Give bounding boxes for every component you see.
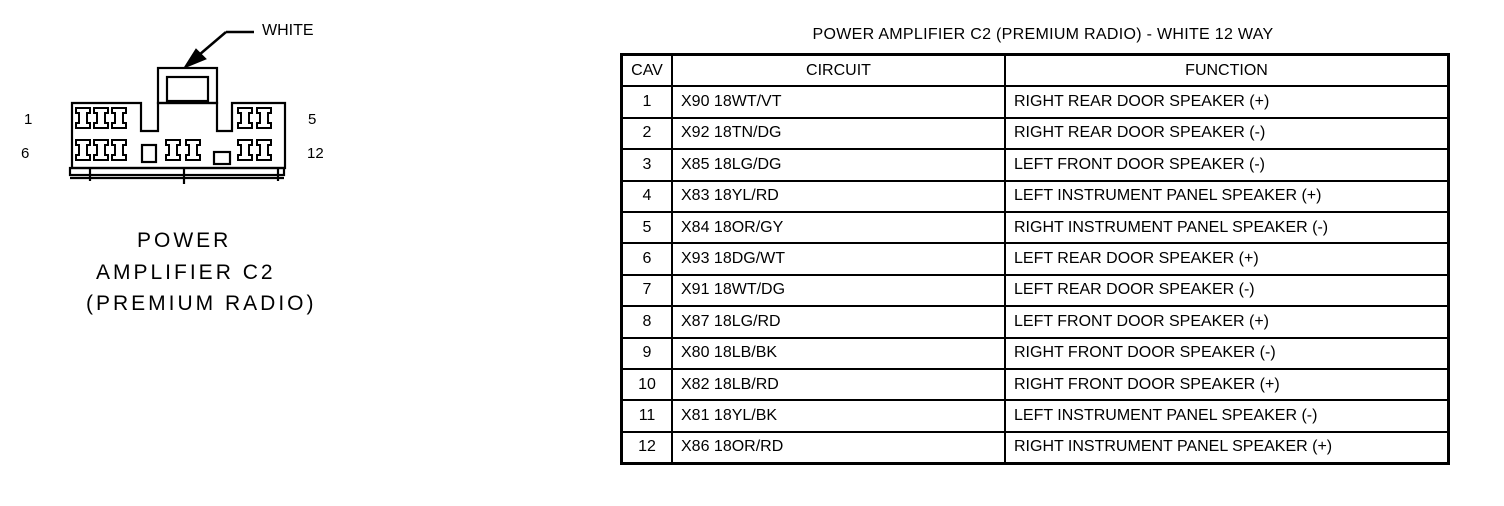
- circuit-cell: X92 18TN/DG: [672, 118, 1005, 149]
- circuit-cell: X81 18YL/BK: [672, 400, 1005, 431]
- connector-caption-line-3: (PREMIUM RADIO): [86, 292, 317, 315]
- function-cell: LEFT FRONT DOOR SPEAKER (+): [1005, 306, 1449, 337]
- table-row: [622, 181, 1449, 212]
- circuit-cell: X86 18OR/RD: [672, 432, 1005, 464]
- table-row: [622, 212, 1449, 243]
- cav-cell: 6: [622, 243, 673, 274]
- function-cell: RIGHT INSTRUMENT PANEL SPEAKER (+): [1005, 432, 1449, 464]
- cav-cell: 9: [622, 338, 673, 369]
- function-cell: RIGHT INSTRUMENT PANEL SPEAKER (-): [1005, 212, 1449, 243]
- table-row: [622, 275, 1449, 306]
- circuit-cell: X83 18YL/RD: [672, 181, 1005, 212]
- table-row: [622, 86, 1449, 117]
- cav-cell: 5: [622, 212, 673, 243]
- cav-cell: 11: [622, 400, 673, 431]
- header-cav: CAV: [622, 55, 673, 87]
- cav-cell: 8: [622, 306, 673, 337]
- pin-label-12: 12: [307, 145, 324, 162]
- table-row: [622, 432, 1449, 464]
- cav-cell: 2: [622, 118, 673, 149]
- function-cell: RIGHT FRONT DOOR SPEAKER (-): [1005, 338, 1449, 369]
- circuit-cell: X87 18LG/RD: [672, 306, 1005, 337]
- circuit-cell: X84 18OR/GY: [672, 212, 1005, 243]
- function-cell: RIGHT FRONT DOOR SPEAKER (+): [1005, 369, 1449, 400]
- function-cell: LEFT REAR DOOR SPEAKER (-): [1005, 275, 1449, 306]
- function-cell: LEFT INSTRUMENT PANEL SPEAKER (+): [1005, 181, 1449, 212]
- cav-cell: 1: [622, 86, 673, 117]
- pin-label-1: 1: [24, 111, 33, 128]
- table-row: [622, 338, 1449, 369]
- connector-drawing: [0, 0, 600, 506]
- cav-cell: 10: [622, 369, 673, 400]
- function-cell: RIGHT REAR DOOR SPEAKER (+): [1005, 86, 1449, 117]
- table-row: [622, 369, 1449, 400]
- circuit-cell: X80 18LB/BK: [672, 338, 1005, 369]
- cavity-terminals: [76, 108, 271, 160]
- circuit-cell: X93 18DG/WT: [672, 243, 1005, 274]
- circuit-cell: X85 18LG/DG: [672, 149, 1005, 180]
- table-row: [622, 149, 1449, 180]
- table-title: POWER AMPLIFIER C2 (PREMIUM RADIO) - WHITE 12 WAY: [812, 26, 1274, 43]
- circuit-cell: X91 18WT/DG: [672, 275, 1005, 306]
- cav-cell: 7: [622, 275, 673, 306]
- header-function: FUNCTION: [1005, 55, 1449, 87]
- arrow-icon: [184, 32, 254, 68]
- cav-cell: 4: [622, 181, 673, 212]
- circuit-cell: X90 18WT/VT: [672, 86, 1005, 117]
- pin-label-6: 6: [21, 145, 30, 162]
- table-row: [622, 306, 1449, 337]
- table-header-row: [622, 55, 1449, 87]
- connector-diagram: [0, 0, 600, 506]
- connector-caption-line-2: AMPLIFIER C2: [96, 261, 276, 284]
- function-cell: LEFT INSTRUMENT PANEL SPEAKER (-): [1005, 400, 1449, 431]
- pinout-table-body: [622, 86, 1449, 463]
- table-row: [622, 243, 1449, 274]
- table-row: [622, 118, 1449, 149]
- color-callout-label: WHITE: [262, 22, 314, 39]
- circuit-cell: X82 18LB/RD: [672, 369, 1005, 400]
- function-cell: LEFT FRONT DOOR SPEAKER (-): [1005, 149, 1449, 180]
- connector-caption-line-1: POWER: [137, 229, 232, 252]
- cav-cell: 3: [622, 149, 673, 180]
- pin-label-5: 5: [308, 111, 317, 128]
- header-circuit: CIRCUIT: [672, 55, 1005, 87]
- cav-cell: 12: [622, 432, 673, 464]
- function-cell: LEFT REAR DOOR SPEAKER (+): [1005, 243, 1449, 274]
- function-cell: RIGHT REAR DOOR SPEAKER (-): [1005, 118, 1449, 149]
- table-row: [622, 400, 1449, 431]
- pinout-table: [620, 53, 1450, 465]
